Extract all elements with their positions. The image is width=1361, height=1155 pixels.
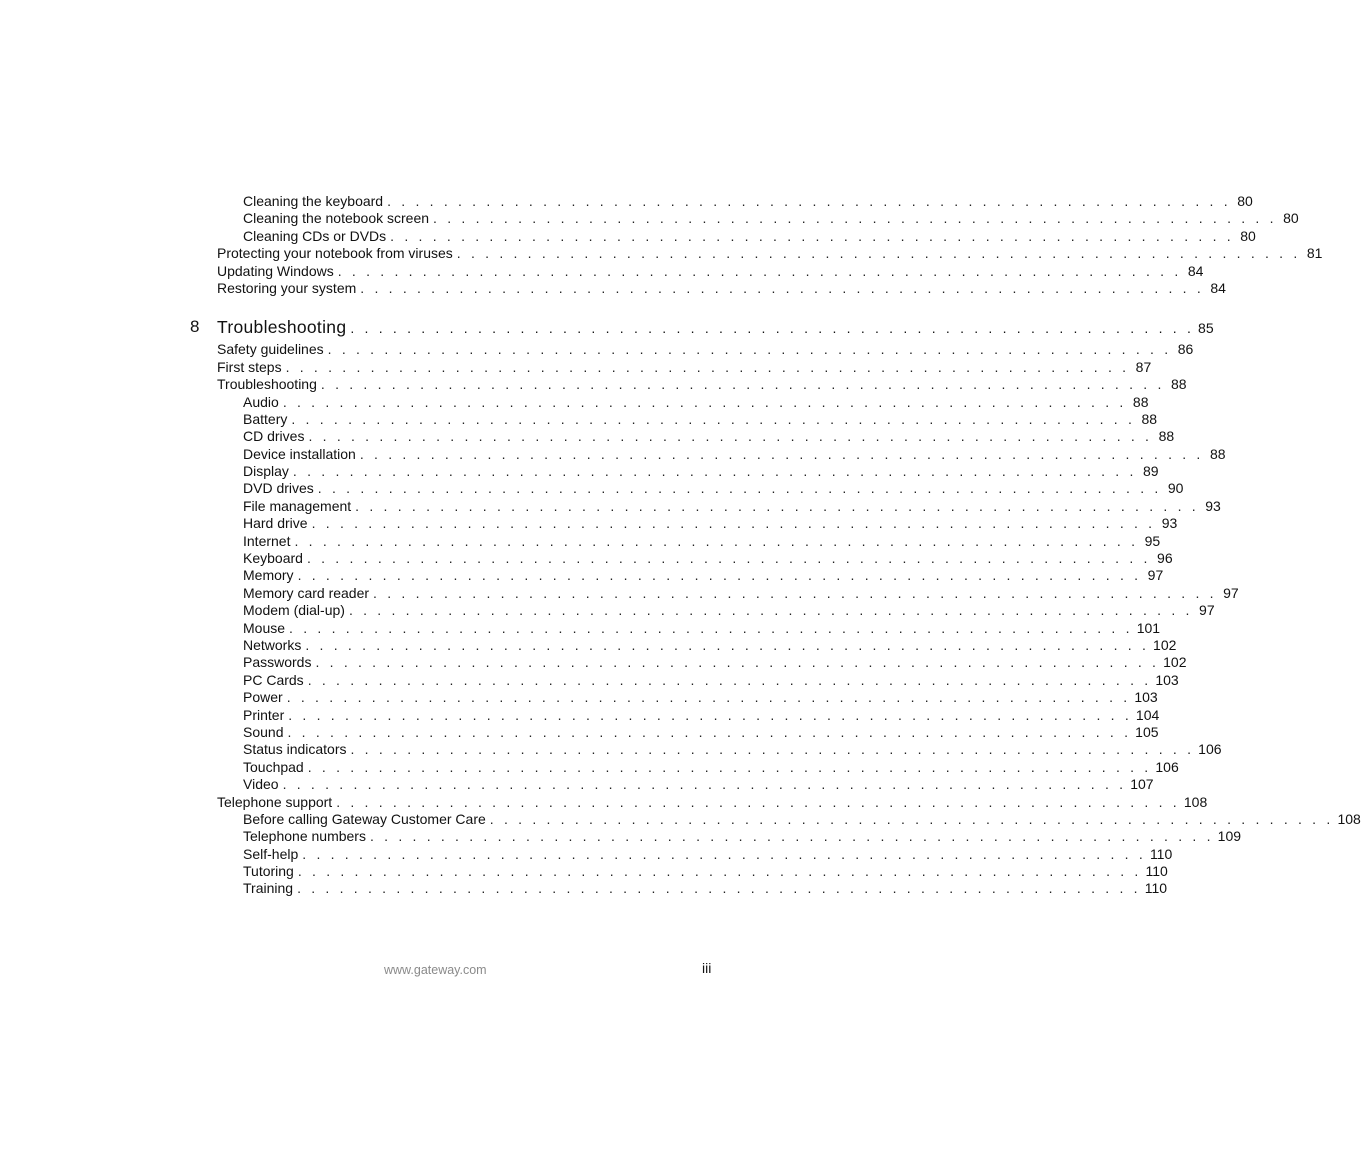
dot-leader: . . . . . . . . . . . . . . . . . . . . . . . . . . . . . . . . . . . . . . . . . . . . . . . . . . . . . . . . . . . .: [285, 358, 1130, 375]
toc-entry-page-number: 103: [1134, 689, 1158, 706]
dot-leader: . . . . . . . . . . . . . . . . . . . . . . . . . . . . . . . . . . . . . . . . . . . . . . . . . . . . . . . . . . . .: [489, 810, 1334, 827]
dot-leader: . . . . . . . . . . . . . . . . . . . . . . . . . . . . . . . . . . . . . . . . . . . . . . . . . . . . . . . . . . . .: [282, 776, 1127, 793]
toc-entry-page-number: 104: [1135, 706, 1160, 723]
dot-leader: . . . . . . . . . . . . . . . . . . . . . . . . . . . . . . . . . . . . . . . . . . . . . . . . . . . . . . . . . . . .: [282, 393, 1127, 410]
toc-entry-page-number: 95: [1144, 532, 1161, 549]
toc-entry[interactable]: [0, 723, 1159, 741]
toc-entry-page-number: 110: [1149, 845, 1173, 862]
toc-entry-page-number: 88: [1141, 410, 1158, 427]
chapter-title: Troubleshooting: [217, 317, 347, 338]
toc-entry[interactable]: [0, 671, 1179, 689]
toc-entry-page-number: 97: [1199, 602, 1215, 619]
dot-leader: . . . . . . . . . . . . . . . . . . . . . . . . . . . . . . . . . . . . . . . . . . . . . . . . . . . . . . . . . . . .: [433, 210, 1277, 227]
toc-entry-title: Battery: [243, 410, 288, 427]
toc-entry[interactable]: [0, 584, 1239, 602]
toc-entry-page-number: 89: [1143, 463, 1159, 480]
dot-leader: . . . . . . . . . . . . . . . . . . . . . . . . . . . . . . . . . . . . . . . . . . . . . . . . . . . . . . . . . . . .: [336, 793, 1180, 810]
dot-leader: . . . . . . . . . . . . . . . . . . . . . . . . . . . . . . . . . . . . . . . . . . . . . . . . . . . . . . . . . . . .: [369, 828, 1214, 845]
toc-entry-page-number: 93: [1161, 515, 1178, 532]
dot-leader: . . . . . . . . . . . . . . . . . . . . . . . . . . . . . . . . . . . . . . . . . . . . . . . . . . . . . . . . . . . .: [297, 863, 1142, 880]
dot-leader: . . . . . . . . . . . . . . . . . . . . . . . . . . . . . . . . . . . . . . . . . . . . . . . . . . . . . . . . . . . .: [294, 532, 1139, 549]
toc-entry-page-number: 102: [1153, 636, 1177, 653]
chapter-heading[interactable]: [0, 315, 1214, 339]
toc-entry[interactable]: [0, 515, 1178, 532]
toc-entry[interactable]: [0, 210, 1299, 227]
toc-entry-page-number: 88: [1209, 445, 1226, 462]
toc-entry-page-number: 107: [1130, 776, 1154, 793]
toc-entry-title: Cleaning CDs or DVDs: [243, 227, 387, 244]
dot-leader: . . . . . . . . . . . . . . . . . . . . . . . . . . . . . . . . . . . . . . . . . . . . . . . . . . . . . . . . . . . .: [288, 706, 1132, 723]
toc-entry-page-number: 84: [1210, 279, 1226, 296]
toc-entry[interactable]: [0, 279, 1226, 297]
toc-entry[interactable]: [0, 463, 1159, 480]
toc-entry-title: Audio: [243, 393, 279, 410]
dot-leader: . . . . . . . . . . . . . . . . . . . . . . . . . . . . . . . . . . . . . . . . . . . . . . . . . . . . . . . . . . . .: [327, 341, 1172, 358]
toc-entry-title: Training: [243, 880, 294, 897]
toc-entry-page-number: 108: [1337, 810, 1361, 827]
toc-entry-page-number: 108: [1183, 793, 1208, 810]
toc-entry-title: CD drives: [243, 428, 305, 445]
toc-entry-title: Networks: [243, 636, 302, 653]
chapter-page-number: 85: [1198, 320, 1214, 337]
toc-entry-page-number: 106: [1198, 741, 1222, 758]
toc-entry[interactable]: [0, 532, 1161, 550]
toc-entry-page-number: 97: [1147, 567, 1164, 584]
dot-leader: . . . . . . . . . . . . . . . . . . . . . . . . . . . . . . . . . . . . . . . . . . . . . . . . . . . . . . . . . . . .: [348, 602, 1193, 619]
toc-entry-title: Tutoring: [243, 863, 294, 880]
toc-entry-page-number: 97: [1223, 584, 1239, 601]
toc-entry[interactable]: [0, 654, 1187, 671]
toc-entry-title: Troubleshooting: [217, 376, 317, 393]
toc-entry[interactable]: [0, 828, 1242, 845]
toc-entry-page-number: 101: [1136, 619, 1161, 636]
toc-entry[interactable]: [0, 602, 1215, 619]
toc-entry-page-number: 105: [1135, 723, 1159, 740]
toc-entry[interactable]: [0, 245, 1323, 262]
toc-entry[interactable]: [0, 341, 1194, 358]
toc-entry-title: PC Cards: [243, 671, 304, 688]
toc-entry-title: Display: [243, 463, 289, 480]
dot-leader: . . . . . . . . . . . . . . . . . . . . . . . . . . . . . . . . . . . . . . . . . . . . . . . . . . . . . . . . . . . .: [292, 463, 1137, 480]
toc-entry-title: Printer: [243, 706, 285, 723]
toc-entry-page-number: 90: [1167, 480, 1184, 497]
footer-url[interactable]: www.gateway.com: [384, 963, 487, 977]
dot-leader: . . . . . . . . . . . . . . . . . . . . . . . . . . . . . . . . . . . . . . . . . . . . . . . . . . . . . . . . . . . .: [287, 723, 1132, 740]
toc-entry-title: Sound: [243, 723, 284, 740]
dot-leader: . . . . . . . . . . . . . . . . . . . . . . . . . . . . . . . . . . . . . . . . . . . . . . . . . . . . . . . . . . . .: [390, 227, 1234, 244]
toc-entry-page-number: 87: [1135, 358, 1152, 375]
toc-entry-title: Telephone numbers: [243, 828, 366, 845]
toc-entry-title: Passwords: [243, 654, 312, 671]
toc-entry-page-number: 102: [1163, 654, 1187, 671]
dot-leader: . . . . . . . . . . . . . . . . . . . . . . . . . . . . . . . . . . . . . . . . . . . . . . . . . . . . . . . . . . . .: [305, 636, 1150, 653]
toc-entry-title: Self-help: [243, 845, 299, 862]
toc-entry-title: Touchpad: [243, 758, 304, 775]
toc-entry[interactable]: [0, 567, 1164, 584]
dot-leader: . . . . . . . . . . . . . . . . . . . . . . . . . . . . . . . . . . . . . . . . . . . . . . . . . . . . . . . . . . . .: [307, 671, 1152, 688]
toc-entry[interactable]: [0, 706, 1160, 724]
toc-entry-page-number: 88: [1158, 428, 1175, 445]
toc-entry[interactable]: [0, 810, 1361, 828]
toc-entry[interactable]: [0, 227, 1256, 245]
toc-entry-title: Cleaning the notebook screen: [243, 210, 430, 227]
dot-leader: . . . . . . . . . . . . . . . . . . . . . . . . . . . . . . . . . . . . . . . . . . . . . . . . . . . . . . . . . . . .: [297, 567, 1142, 584]
toc-entry[interactable]: [0, 776, 1154, 793]
toc-entry-title: Hard drive: [243, 515, 308, 532]
toc-entry-title: File management: [243, 497, 352, 514]
toc-entry-title: Cleaning the keyboard: [243, 193, 384, 209]
toc-entry[interactable]: [0, 880, 1168, 897]
toc-entry[interactable]: [0, 758, 1179, 776]
table-of-contents: [0, 193, 1361, 898]
toc-entry[interactable]: [0, 741, 1222, 758]
dot-leader: . . . . . . . . . . . . . . . . . . . . . . . . . . . . . . . . . . . . . . . . . . . . . . . . . . . . . . . . . . . .: [387, 193, 1231, 209]
toc-entry-page-number: 80: [1240, 227, 1256, 244]
toc-entry-page-number: 81: [1306, 245, 1323, 262]
toc-entry[interactable]: [0, 393, 1149, 411]
toc-entry[interactable]: [0, 497, 1221, 515]
toc-entry-page-number: 110: [1144, 880, 1168, 897]
toc-entry-title: Keyboard: [243, 550, 303, 567]
toc-entry-title: Updating Windows: [217, 262, 334, 279]
toc-entry[interactable]: [0, 193, 1253, 210]
toc-entry-page-number: 106: [1155, 758, 1179, 775]
toc-entry-page-number: 93: [1205, 497, 1221, 514]
toc-entry[interactable]: [0, 793, 1208, 811]
toc-section-before: [0, 193, 1323, 297]
toc-entry[interactable]: [0, 845, 1173, 863]
toc-entry-title: Power: [243, 689, 283, 706]
toc-entry-page-number: 103: [1155, 671, 1179, 688]
toc-entry-page-number: 110: [1145, 863, 1168, 880]
toc-entry[interactable]: [0, 358, 1152, 376]
toc-entry[interactable]: [0, 428, 1175, 445]
dot-leader: . . . . . . . . . . . . . . . . . . . . . . . . . . . . . . . . . . . . . . . . . . . . . . . . . . . . . . . . . . . .: [315, 654, 1160, 671]
toc-entry-title: Safety guidelines: [217, 341, 324, 358]
dot-leader: . . . . . . . . . . . . . . . . . . . . . . . . . . . . . . . . . . . . . . . . . . . . . . . . . . . . . . . . . . . .: [306, 550, 1151, 567]
dot-leader: . . . . . . . . . . . . . . . . . . . . . . . . . . . . . . . . . . . . . . . . . . . . . . . . . . . . . . . . . . . .: [317, 480, 1162, 497]
toc-section-after: [0, 341, 1361, 898]
toc-entry-page-number: 88: [1132, 393, 1149, 410]
toc-entry-title: Protecting your notebook from viruses: [217, 245, 453, 262]
dot-leader: . . . . . . . . . . . . . . . . . . . . . . . . . . . . . . . . . . . . . . . . . . . . . . . . . . . . . . . . . . . .: [286, 689, 1131, 706]
toc-entry[interactable]: [0, 636, 1177, 654]
toc-entry-title: Memory: [243, 567, 294, 584]
dot-leader: . . . . . . . . . . . . . . . . . . . . . . . . . . . . . . . . . . . . . . . . . . . . . . . . . . . . . . . . . . . .: [311, 515, 1156, 532]
dot-leader: . . . . . . . . . . . . . . . . . . . . . . . . . . . . . . . . . . . . . . . . . . . . . . . . . . . . . . . . . . . .: [337, 262, 1182, 279]
toc-entry-title: Internet: [243, 532, 291, 549]
dot-leader: . . . . . . . . . . . . . . . . . . . . . . . . . . . . . . . . . . . . . . . . . . . . . . . . . . . . . . . . . . . .: [302, 845, 1146, 862]
toc-entry[interactable]: [0, 376, 1187, 393]
toc-entry-title: Before calling Gateway Customer Care: [243, 810, 486, 827]
toc-entry[interactable]: [0, 262, 1204, 280]
dot-leader: . . . . . . . . . . . . . . . . . . . . . . . . . . . . . . . . . . . . . . . . . . . . . . . . . . . . . . . . . . . .: [373, 584, 1217, 601]
toc-entry-page-number: 80: [1237, 193, 1253, 209]
footer-page-number: iii: [702, 960, 712, 976]
toc-entry-title: Memory card reader: [243, 584, 370, 601]
toc-entry-page-number: 88: [1170, 376, 1187, 393]
dot-leader: . . . . . . . . . . . . . . . . . . . . . . . . . . . . . . . . . . . . . . . . . . . . . . . . . . . . . . . . . . . .: [291, 410, 1136, 427]
toc-entry-page-number: 80: [1283, 210, 1299, 227]
toc-entry[interactable]: [0, 445, 1226, 463]
dot-leader: . . . . . . . . . . . . . . . . . . . . . . . . . . . . . . . . . . . . . . . . . . . . . . . . . . . . . . . . . . . .: [307, 758, 1152, 775]
toc-entry-title: Telephone support: [217, 793, 333, 810]
toc-entry[interactable]: [0, 863, 1168, 880]
toc-entry-page-number: 96: [1157, 550, 1173, 567]
toc-entry-title: First steps: [217, 358, 282, 375]
toc-entry[interactable]: [0, 689, 1158, 706]
toc-entry-title: DVD drives: [243, 480, 314, 497]
toc-entry-title: Video: [243, 776, 279, 793]
dot-leader: . . . . . . . . . . . . . . . . . . . . . . . . . . . . . . . . . . . . . . . . . . . . . . . . . . . . . . . . . . . .: [456, 245, 1301, 262]
toc-entry-page-number: 86: [1177, 341, 1194, 358]
dot-leader: . . . . . . . . . . . . . . . . . . . . . . . . . . . . . . . . . . . . . . . . . . . . . . . . . . . . . . . . . . . .: [355, 497, 1199, 514]
toc-entry-title: Status indicators: [243, 741, 347, 758]
toc-entry-title: Restoring your system: [217, 279, 357, 296]
toc-entry[interactable]: [0, 619, 1161, 637]
toc-entry[interactable]: [0, 410, 1158, 428]
dot-leader: . . . . . . . . . . . . . . . . . . . . . . . . . . . . . . . . . . . . . . . . . . . . . . . . . . . . . . . . . . . .: [350, 741, 1195, 758]
toc-entry-title: Device installation: [243, 445, 356, 462]
dot-leader: . . . . . . . . . . . . . . . . . . . . . . . . . . . . . . . . . . . . . . . . . . . . . . . . . . . . . . . . . . . .: [320, 376, 1165, 393]
dot-leader: . . . . . . . . . . . . . . . . . . . . . . . . . . . . . . . . . . . . . . . . . . . . . . . . . . . . . . . . . . . .: [350, 320, 1195, 337]
toc-entry[interactable]: [0, 480, 1184, 497]
dot-leader: . . . . . . . . . . . . . . . . . . . . . . . . . . . . . . . . . . . . . . . . . . . . . . . . . . . . . . . . . . . .: [289, 619, 1133, 636]
toc-entry-page-number: 84: [1187, 262, 1204, 279]
chapter-number: 8: [190, 317, 200, 337]
toc-entry-page-number: 109: [1217, 828, 1242, 845]
dot-leader: . . . . . . . . . . . . . . . . . . . . . . . . . . . . . . . . . . . . . . . . . . . . . . . . . . . . . . . . . . . .: [308, 428, 1153, 445]
toc-entry[interactable]: [0, 550, 1173, 567]
dot-leader: . . . . . . . . . . . . . . . . . . . . . . . . . . . . . . . . . . . . . . . . . . . . . . . . . . . . . . . . . . . .: [359, 445, 1204, 462]
toc-entry-title: Mouse: [243, 619, 286, 636]
toc-entry-title: Modem (dial-up): [243, 602, 345, 619]
dot-leader: . . . . . . . . . . . . . . . . . . . . . . . . . . . . . . . . . . . . . . . . . . . . . . . . . . . . . . . . . . . .: [360, 279, 1204, 296]
dot-leader: . . . . . . . . . . . . . . . . . . . . . . . . . . . . . . . . . . . . . . . . . . . . . . . . . . . . . . . . . . . .: [297, 880, 1141, 897]
